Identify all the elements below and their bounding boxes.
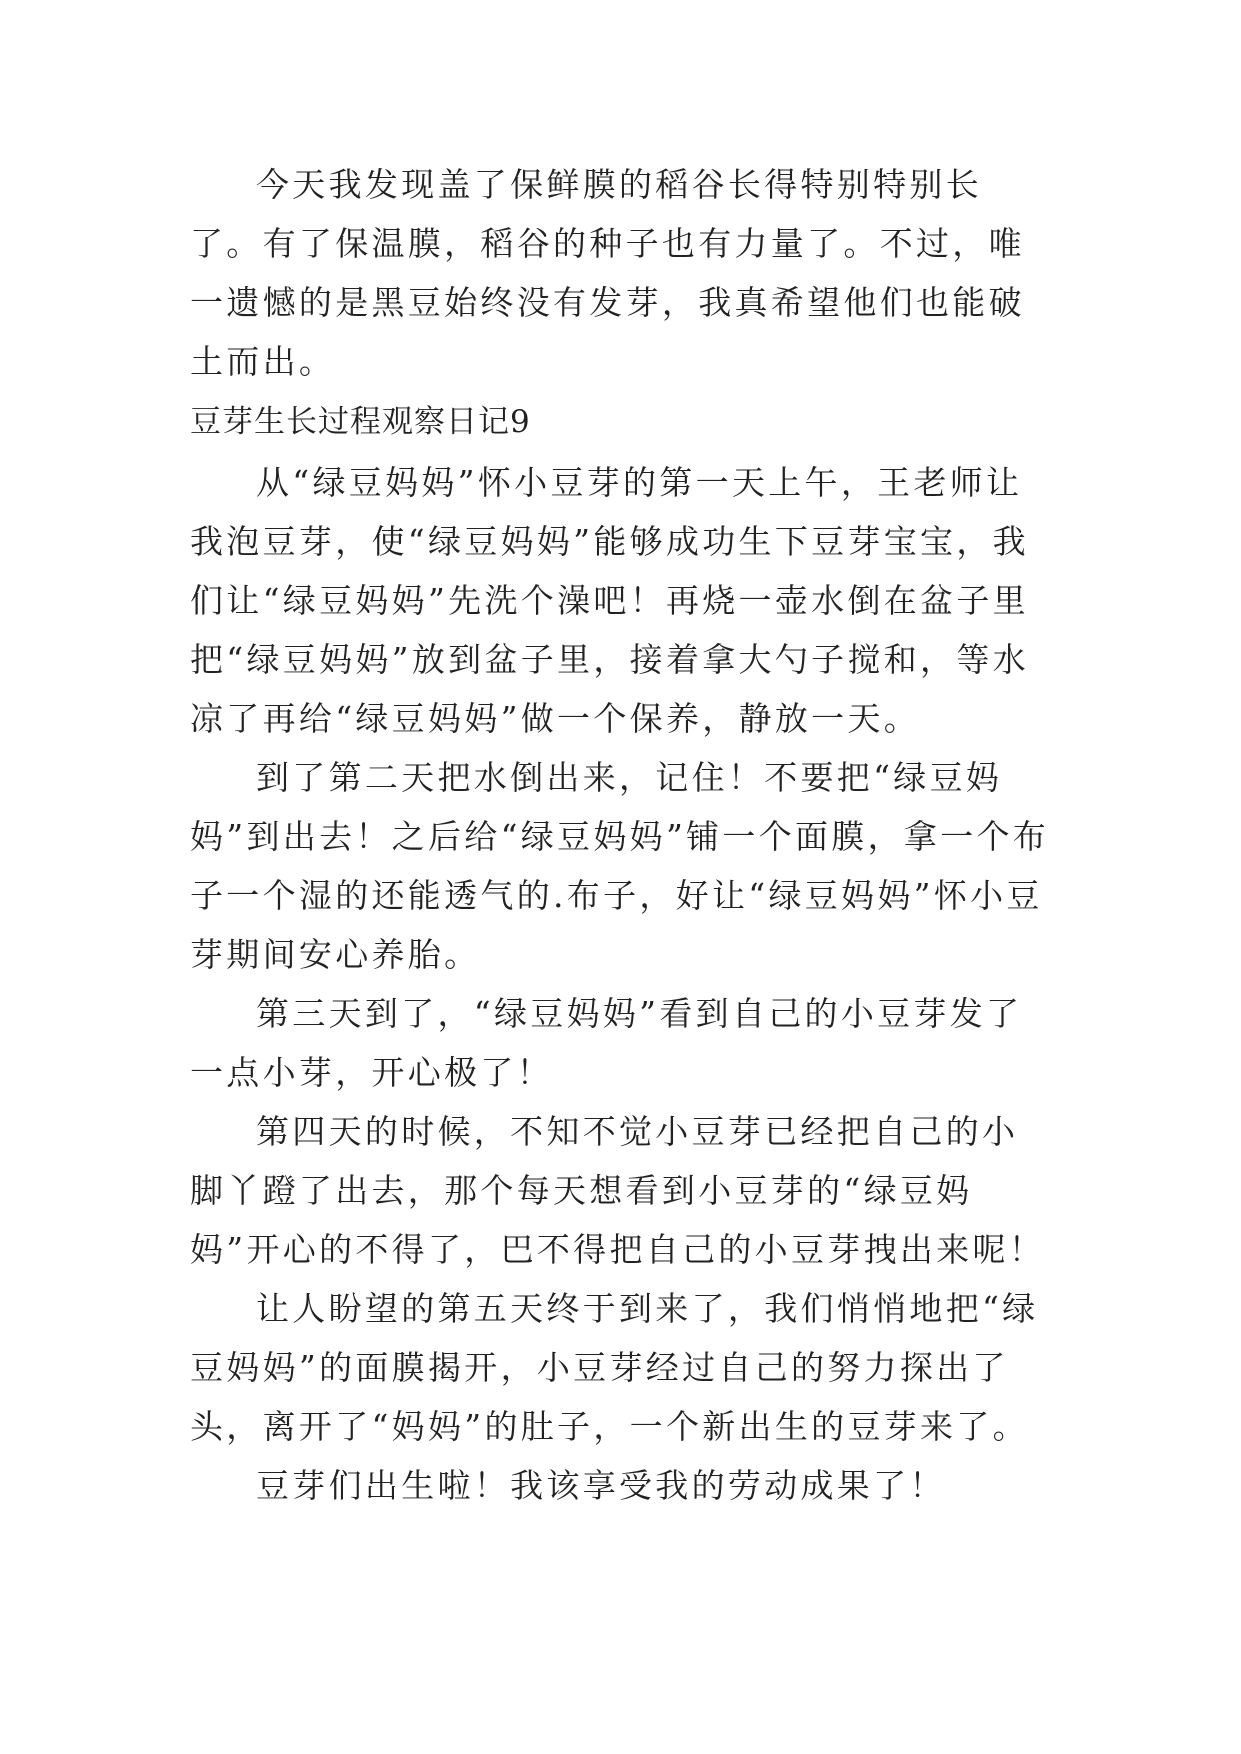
- intro-section: [190, 155, 1050, 391]
- intro-paragraph: 今天我发现盖了保鲜膜的稻谷长得特别特别长了。有了保温膜，稻谷的种子也有力量了。不过，唯一遗憾的是黑豆始终没有发芽，我真希望他们也能破土而出。: [190, 165, 1025, 381]
- diary-paragraph-4: 第四天的时候，不知不觉小豆芽已经把自己的小脚丫蹬了出去，那个每天想看到小豆芽的“绿豆妈妈”开心的不得了，巴不得把自己的小豆芽拽出来呢！: [190, 1112, 1046, 1269]
- diary-paragraph-3: 第三天到了，“绿豆妈妈”看到自己的小豆芽发了一点小芽，开心极了！: [190, 994, 1023, 1092]
- diary-section: [190, 395, 1050, 1515]
- diary-paragraph-2: 到了第二天把水倒出来，记住！不要把“绿豆妈妈”到出去！之后给“绿豆妈妈”铺一个面膜，拿一个布子一个湿的还能透气的.布子，好让“绿豆妈妈”怀小豆芽期间安心养胎。: [190, 758, 1050, 974]
- diary-paragraph-6: 豆芽们出生啦！我该享受我的劳动成果了！: [256, 1466, 946, 1505]
- diary-heading: 豆芽生长过程观察日记9: [190, 404, 531, 440]
- diary-paragraph-5: 让人盼望的第五天终于到来了，我们悄悄地把“绿豆妈妈”的面膜揭开，小豆芽经过自己的努力探出了头，离开了“妈妈”的肚子，一个新出生的豆芽来了。: [190, 1289, 1039, 1446]
- diary-paragraph-1: 从“绿豆妈妈”怀小豆芽的第一天上午，王老师让我泡豆芽，使“绿豆妈妈”能够成功生下豆芽宝宝，我们让“绿豆妈妈”先洗个澡吧！再烧一壶水倒在盆子里把“绿豆妈妈”放到盆子里，接着拿大勺子搅和，等水凉了再给“绿豆妈妈”做一个保养，静放一天。: [190, 463, 1029, 738]
